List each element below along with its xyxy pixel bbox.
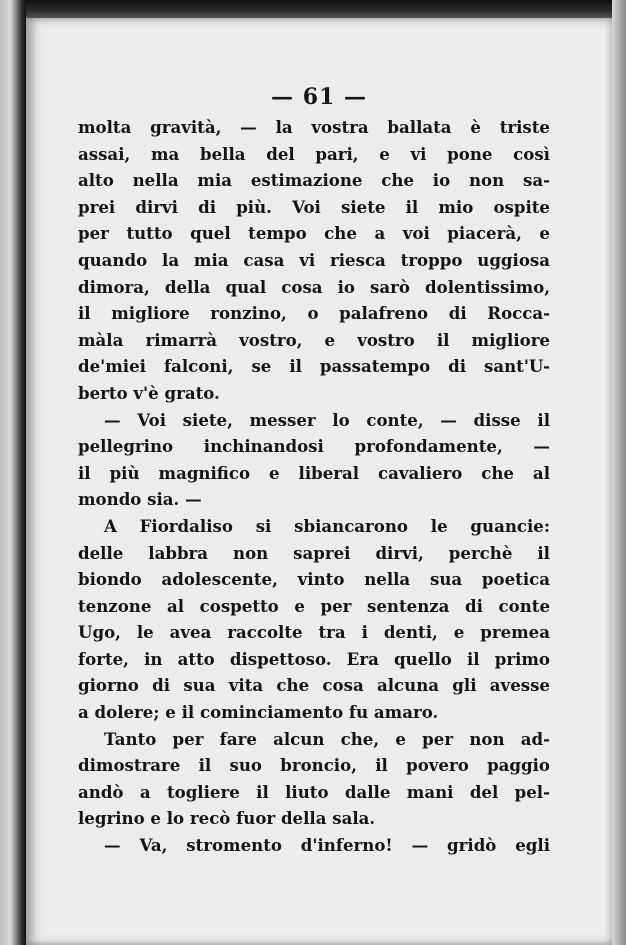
text-line: de'miei falconi, se il passatempo di sant'U-	[78, 356, 550, 377]
text-line: berto v'è grato.	[78, 382, 220, 403]
text-line: assai, ma bella del pari, e vi pone così	[78, 143, 550, 164]
text-line: prei dirvi di più. Voi siete il mio ospite	[78, 196, 550, 217]
book-right-edge	[612, 0, 626, 945]
text-line: tenzone al cospetto e per sentenza di conte	[78, 595, 550, 616]
text-line: A Fiordaliso si sbiancarono le guancie:	[104, 515, 550, 536]
page-text	[78, 114, 550, 859]
page-number: — 61 —	[271, 84, 367, 110]
text-line: alto nella mia estimazione che io non sa-	[78, 170, 550, 191]
text-line: legrino e lo recò fuor della sala.	[78, 808, 376, 829]
text-line: biondo adolescente, vinto nella sua poetica	[78, 569, 550, 590]
text-line: dimora, della qual cosa io sarò dolentissimo,	[78, 276, 550, 297]
book-spine	[0, 0, 26, 945]
text-line: dimostrare il suo broncio, il povero paggio	[78, 755, 550, 776]
text-line: quando la mia casa vi riesca troppo uggiosa	[78, 249, 550, 270]
text-line: il migliore ronzino, o palafreno di Rocca-	[78, 303, 550, 324]
text-line: andò a togliere il liuto dalle mani del pel-	[78, 781, 550, 802]
text-line: — Voi siete, messer lo conte, — disse il	[104, 409, 550, 430]
text-line: Tanto per fare alcun che, e per non ad-	[104, 728, 550, 749]
text-line: per tutto quel tempo che a voi piacerà, e	[78, 223, 550, 244]
text-line: forte, in atto dispettoso. Era quello il primo	[78, 648, 550, 669]
text-line: — Va, stromento d'inferno! — gridò egli	[104, 835, 550, 856]
text-line: màla rimarrà vostro, e vostro il migliore	[78, 329, 550, 350]
text-line: giorno di sua vita che cosa alcuna gli avesse	[78, 675, 550, 696]
text-line: mondo sia. —	[78, 489, 202, 510]
text-line: pellegrino inchinandosi profondamente, —	[78, 436, 550, 457]
text-line: delle labbra non saprei dirvi, perchè il	[78, 542, 550, 563]
text-line: molta gravità, — la vostra ballata è triste	[78, 117, 550, 137]
text-line: a dolere; e il cominciamento fu amaro.	[78, 702, 439, 723]
book-page	[26, 18, 612, 945]
text-line: il più magnifico e liberal cavaliero che al	[78, 462, 550, 483]
book-top-edge	[0, 0, 626, 18]
text-line: Ugo, le avea raccolte tra i denti, e premea	[78, 622, 550, 643]
